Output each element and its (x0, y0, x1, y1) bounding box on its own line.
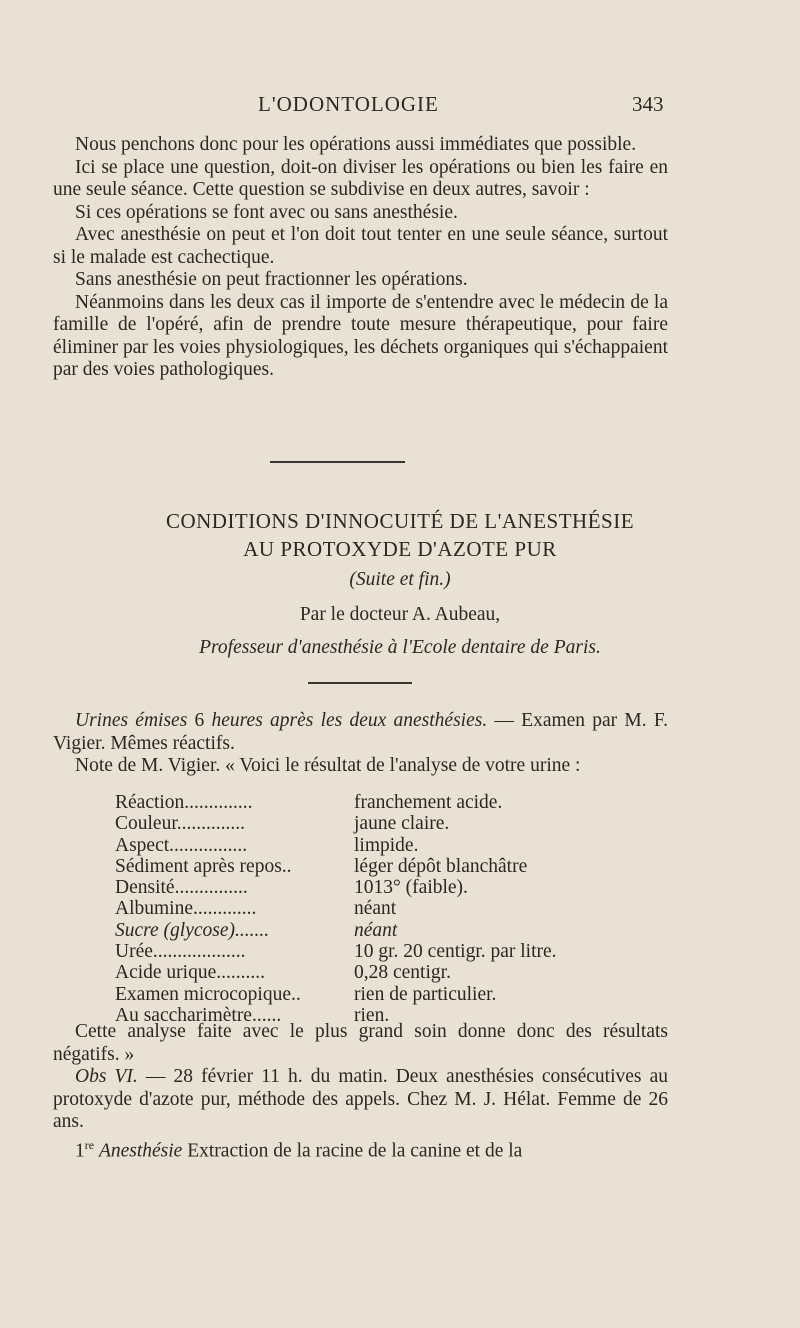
row-value: léger dépôt blanchâtre (354, 855, 528, 877)
table-row (115, 898, 675, 919)
row-label: Réaction.............. (115, 792, 253, 813)
author-affiliation: Professeur d'anesthésie à l'Ecole dentaire de Paris. (199, 637, 601, 658)
row-value: rien. (354, 1004, 390, 1026)
paragraph: Sans anesthésie on peut fractionner les opérations. (75, 269, 468, 290)
table-row (115, 856, 675, 877)
row-label: Au saccharimètre...... (115, 1004, 282, 1026)
row-label: Sucre (glycose)....... (115, 919, 270, 941)
table-row (115, 984, 675, 1005)
title-divider (308, 682, 412, 684)
results-table (115, 792, 675, 1026)
row-label: Examen microcopique.. (115, 983, 301, 1005)
text-span: 1 (75, 1140, 85, 1161)
table-row (115, 920, 675, 941)
paragraph (53, 710, 668, 755)
paragraph (53, 1066, 668, 1134)
italic-text: heures après les deux anesthésies. (211, 710, 488, 731)
intro-text (53, 134, 668, 382)
section-divider (270, 461, 405, 463)
row-label: Densité............... (115, 877, 248, 899)
table-row (115, 962, 675, 983)
paragraph: Ici se place une question, doit-on diviser les opérations ou bien les faire en une seule séance. Cette question se subdivise en deux autres, savoir : (53, 156, 668, 200)
row-value: néant (354, 919, 398, 941)
paragraph: Si ces opérations se font avec ou sans anesthésie. (75, 201, 458, 223)
obs-label: Obs VI. (75, 1066, 138, 1087)
page-header (0, 92, 800, 122)
row-value: jaune claire. (354, 813, 450, 835)
text-span: Extraction de la racine de la canine et de la (182, 1140, 523, 1161)
article-title-line-2: AU PROTOXYDE D'AZOTE PUR (243, 537, 557, 561)
row-value: 1013° (faible). (354, 877, 468, 899)
row-value: 0,28 centigr. (354, 962, 451, 984)
italic-text: Anesthésie (98, 1140, 183, 1161)
row-label: Urée................... (115, 941, 246, 963)
text-span: — Examen par M. F. Vigier. Mêmes réactifs. (53, 710, 669, 754)
table-row (115, 792, 675, 813)
superscript: re (84, 1137, 95, 1152)
row-value: limpide. (354, 834, 419, 856)
row-label: Aspect................ (115, 834, 248, 856)
paragraph (53, 1134, 668, 1163)
paragraph: Néanmoins dans les deux cas il importe de s'entendre avec le médecin de la famille de l'opéré, afin de prendre toute mesure thérapeutique, pour faire éliminer par les voies physiologiques, les déchets organiques qui s'échappaient par des voies pathologiques. (53, 291, 668, 380)
closing-text (53, 1021, 668, 1163)
table-row (115, 835, 675, 856)
row-label: Acide urique.......... (115, 962, 266, 984)
page-number: 343 (632, 92, 664, 116)
row-value: néant (354, 898, 397, 920)
row-label: Sédiment après repos.. (115, 855, 292, 877)
table-row (115, 941, 675, 962)
author-byline: Par le docteur A. Aubeau, (299, 604, 501, 625)
italic-text: Urines émises (75, 710, 188, 731)
paragraph: Cette analyse faite avec le plus grand soin donne donc des résultats négatifs. » (53, 1021, 668, 1065)
row-value: franchement acide. (354, 792, 503, 813)
table-row (115, 813, 675, 834)
article-subtitle: (Suite et fin.) (349, 569, 451, 590)
paragraph: Avec anesthésie on peut et l'on doit tout tenter en une seule séance, surtout si le malade est cachectique. (53, 224, 668, 268)
row-label: Albumine............. (115, 898, 257, 920)
urine-intro (53, 710, 668, 778)
row-label: Couleur.............. (115, 813, 245, 835)
paragraph: Note de M. Vigier. « Voici le résultat de l'analyse de votre urine : (75, 755, 581, 776)
row-value: 10 gr. 20 centigr. par litre. (354, 941, 557, 963)
table-row (115, 877, 675, 898)
running-title: L'ODONTOLOGIE (258, 92, 439, 116)
text-span: 6 (187, 710, 212, 731)
row-value: rien de particulier. (354, 983, 497, 1005)
article-title-line-1: CONDITIONS D'INNOCUITÉ DE L'ANESTHÉSIE (165, 509, 635, 533)
text-span: — 28 février 11 h. du matin. Deux anesthésies consécutives au protoxyde d'azote pur, méthode des appels. Chez M. J. Hélat. Femme de 26 ans. (53, 1066, 669, 1132)
paragraph: Nous penchons donc pour les opérations aussi immédiates que possible. (75, 134, 637, 155)
